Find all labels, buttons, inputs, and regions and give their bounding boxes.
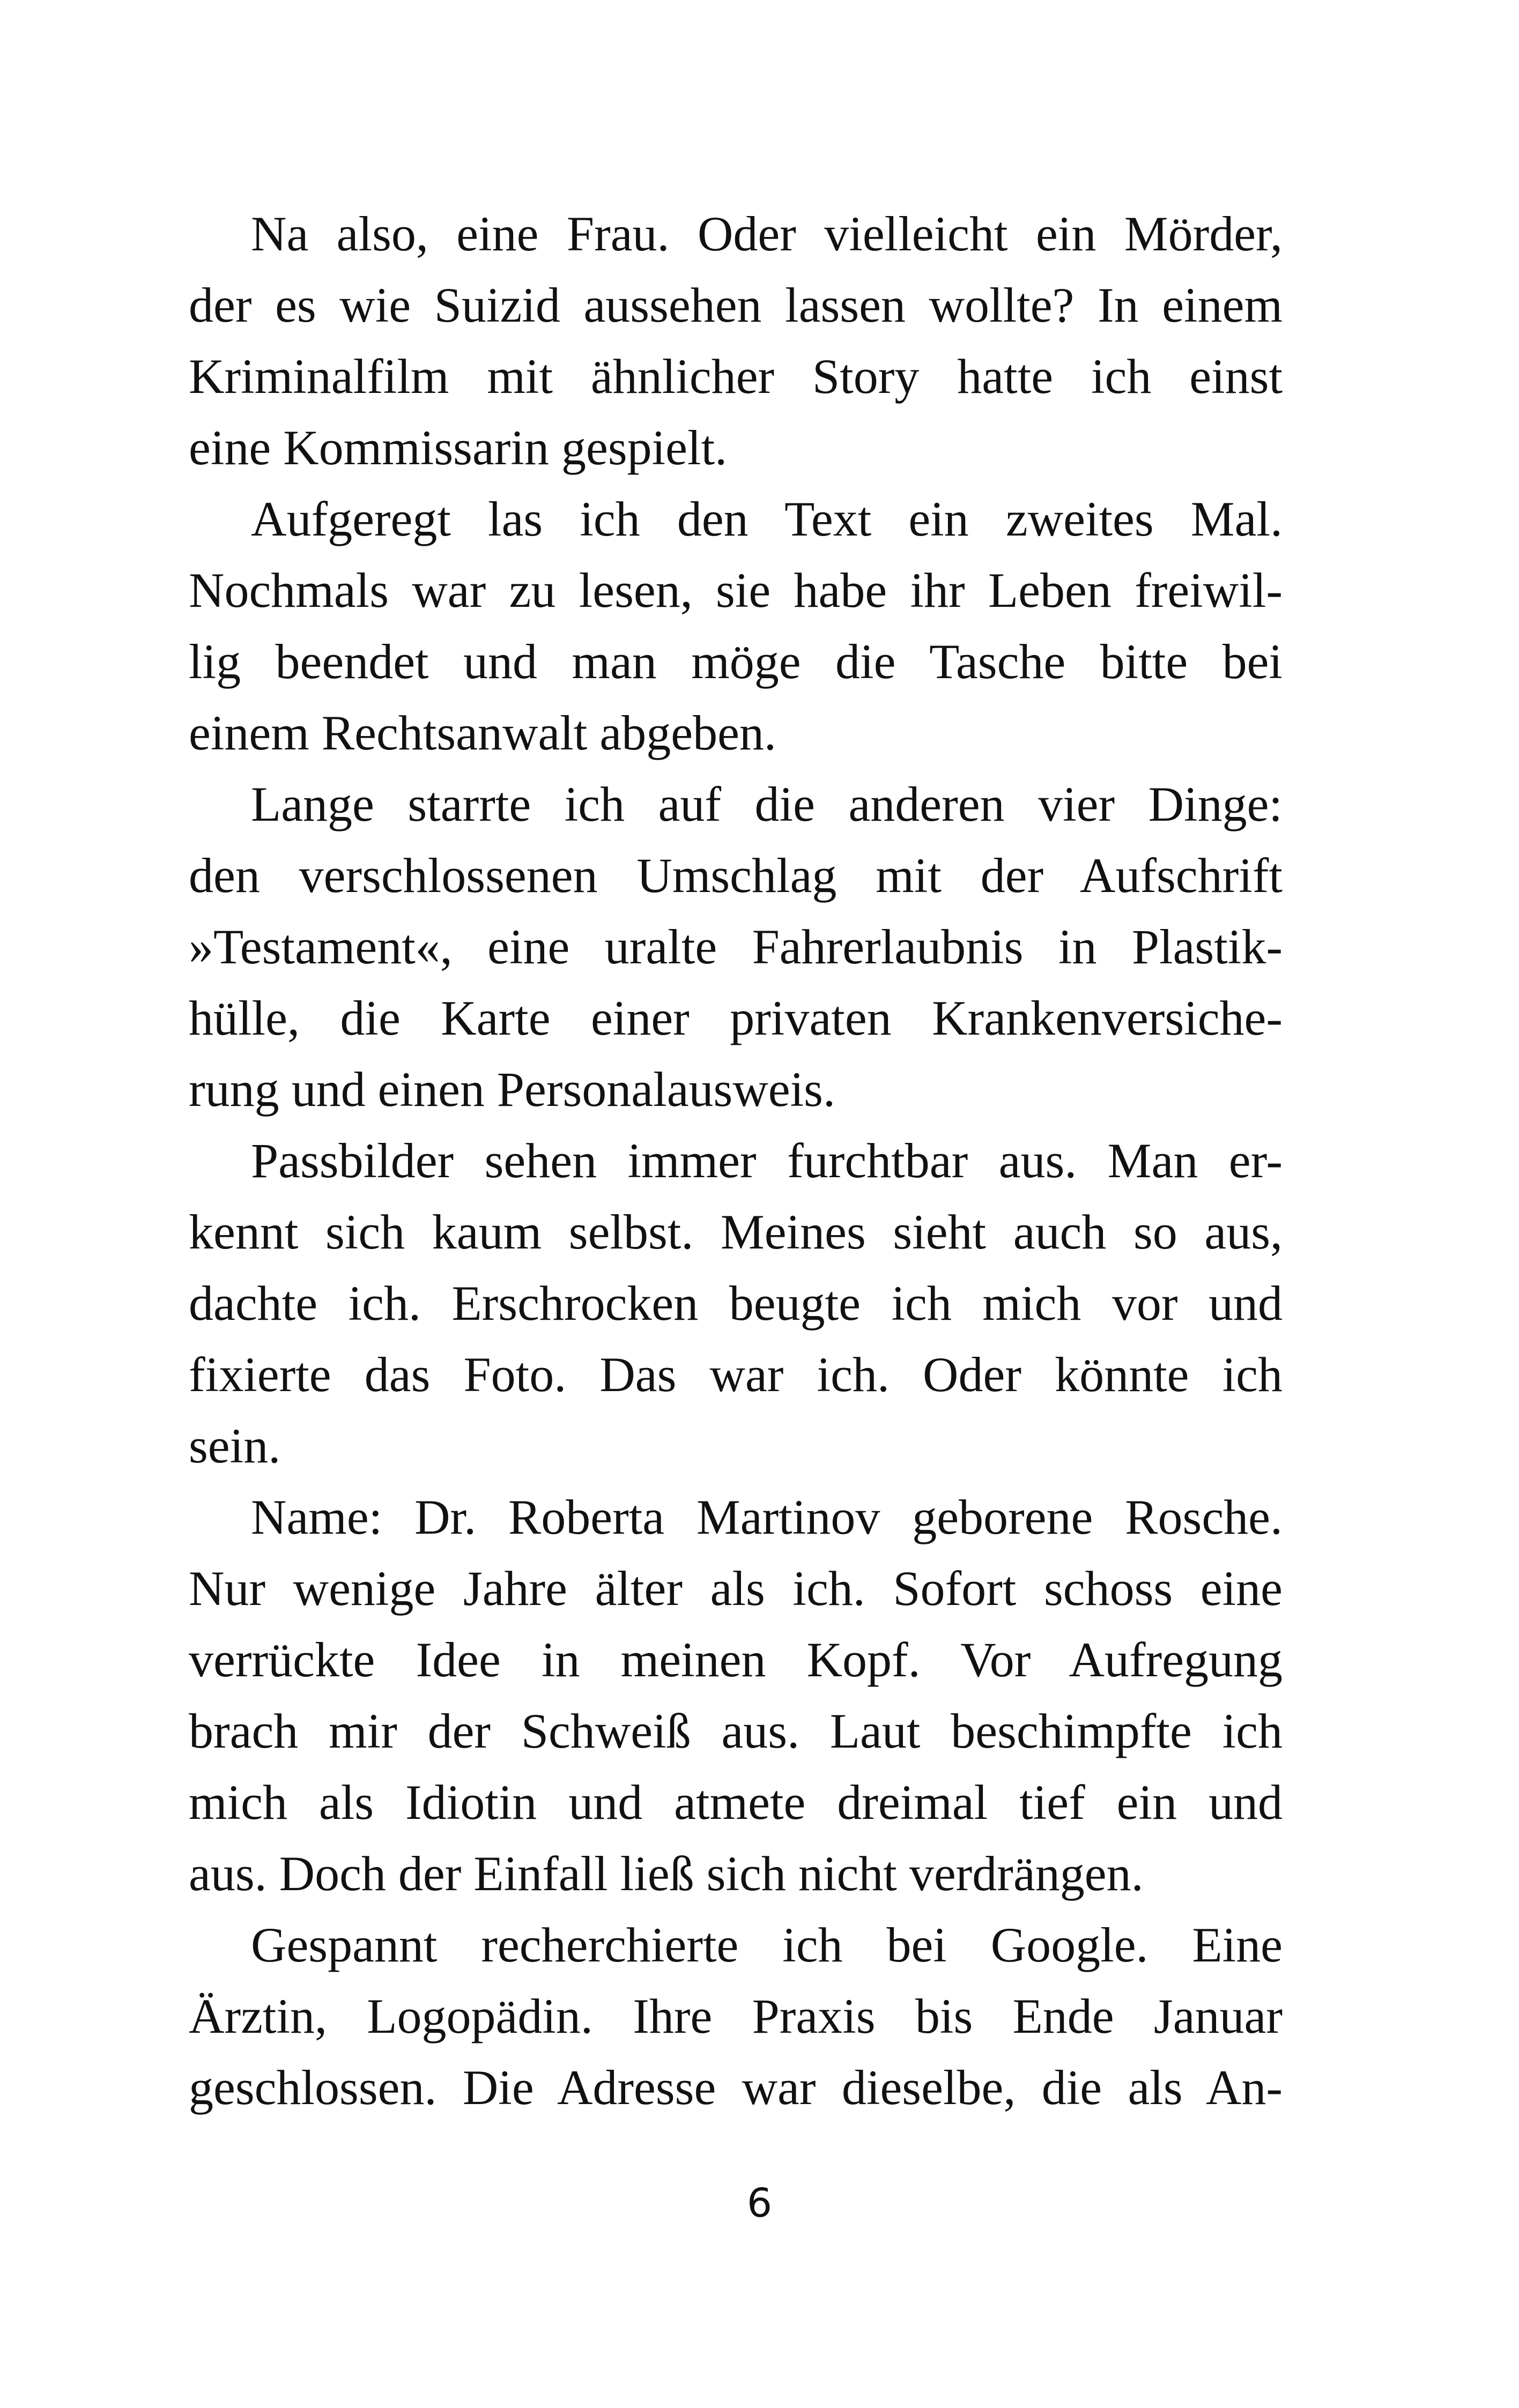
text-line: hülle, die Karte einer privaten Krankenversiche- xyxy=(189,991,1283,1045)
text-line: Gespannt recherchierte ich bei Google. Eine xyxy=(251,1918,1283,1972)
text-line: Lange starrte ich auf die anderen vier Dinge: xyxy=(251,777,1283,831)
text-line: Ärztin, Logopädin. Ihre Praxis bis Ende Januar xyxy=(189,1989,1283,2043)
text-line: verrückte Idee in meinen Kopf. Vor Aufregung xyxy=(189,1632,1283,1687)
text-line: sein. xyxy=(189,1418,281,1473)
text-line: den verschlossenen Umschlag mit der Aufschrift xyxy=(189,848,1283,903)
text-line: eine Kommissarin gespielt. xyxy=(189,420,728,475)
text-line: geschlossen. Die Adresse war dieselbe, die als An- xyxy=(189,2060,1283,2115)
text-line: »Testament«, eine uralte Fahrerlaubnis in Plastik- xyxy=(189,919,1283,974)
text-line: Na also, eine Frau. Oder vielleicht ein Mörder, xyxy=(251,206,1283,261)
paragraph xyxy=(189,1482,1283,1909)
text-line: Passbilder sehen immer furchtbar aus. Man er- xyxy=(251,1133,1283,1188)
text-line: Nochmals war zu lesen, sie habe ihr Leben freiwil- xyxy=(189,563,1283,618)
text-line: einem Rechtsanwalt abgeben. xyxy=(189,705,776,760)
text-line: mich als Idiotin und atmete dreimal tief ein und xyxy=(189,1775,1283,1830)
text-line: kennt sich kaum selbst. Meines sieht auch so aus, xyxy=(189,1205,1283,1259)
text-line: Aufgeregt las ich den Text ein zweites Mal. xyxy=(251,492,1283,546)
text-line: rung und einen Personalausweis. xyxy=(189,1062,835,1117)
text-line: dachte ich. Erschrocken beugte ich mich vor und xyxy=(189,1276,1283,1331)
body-text xyxy=(189,198,1283,2123)
paragraph xyxy=(189,1909,1283,2123)
text-line: aus. Doch der Einfall ließ sich nicht verdrängen. xyxy=(189,1846,1144,1901)
paragraph xyxy=(189,484,1283,769)
text-line: Nur wenige Jahre älter als ich. Sofort schoss eine xyxy=(189,1561,1283,1616)
text-line: der es wie Suizid aussehen lassen wollte? In einem xyxy=(189,278,1283,332)
paragraph xyxy=(189,769,1283,1125)
text-line: Name: Dr. Roberta Martinov geborene Rosche. xyxy=(251,1490,1283,1544)
page-number: 6 xyxy=(746,2180,773,2226)
text-line: brach mir der Schweiß aus. Laut beschimpfte ich xyxy=(189,1704,1283,1758)
text-line: lig beendet und man möge die Tasche bitte bei xyxy=(189,634,1283,689)
paragraph xyxy=(189,1125,1283,1482)
text-line: fixierte das Foto. Das war ich. Oder könnte ich xyxy=(189,1347,1283,1402)
paragraph xyxy=(189,198,1283,484)
text-line: Kriminalfilm mit ähnlicher Story hatte ich einst xyxy=(189,349,1283,404)
